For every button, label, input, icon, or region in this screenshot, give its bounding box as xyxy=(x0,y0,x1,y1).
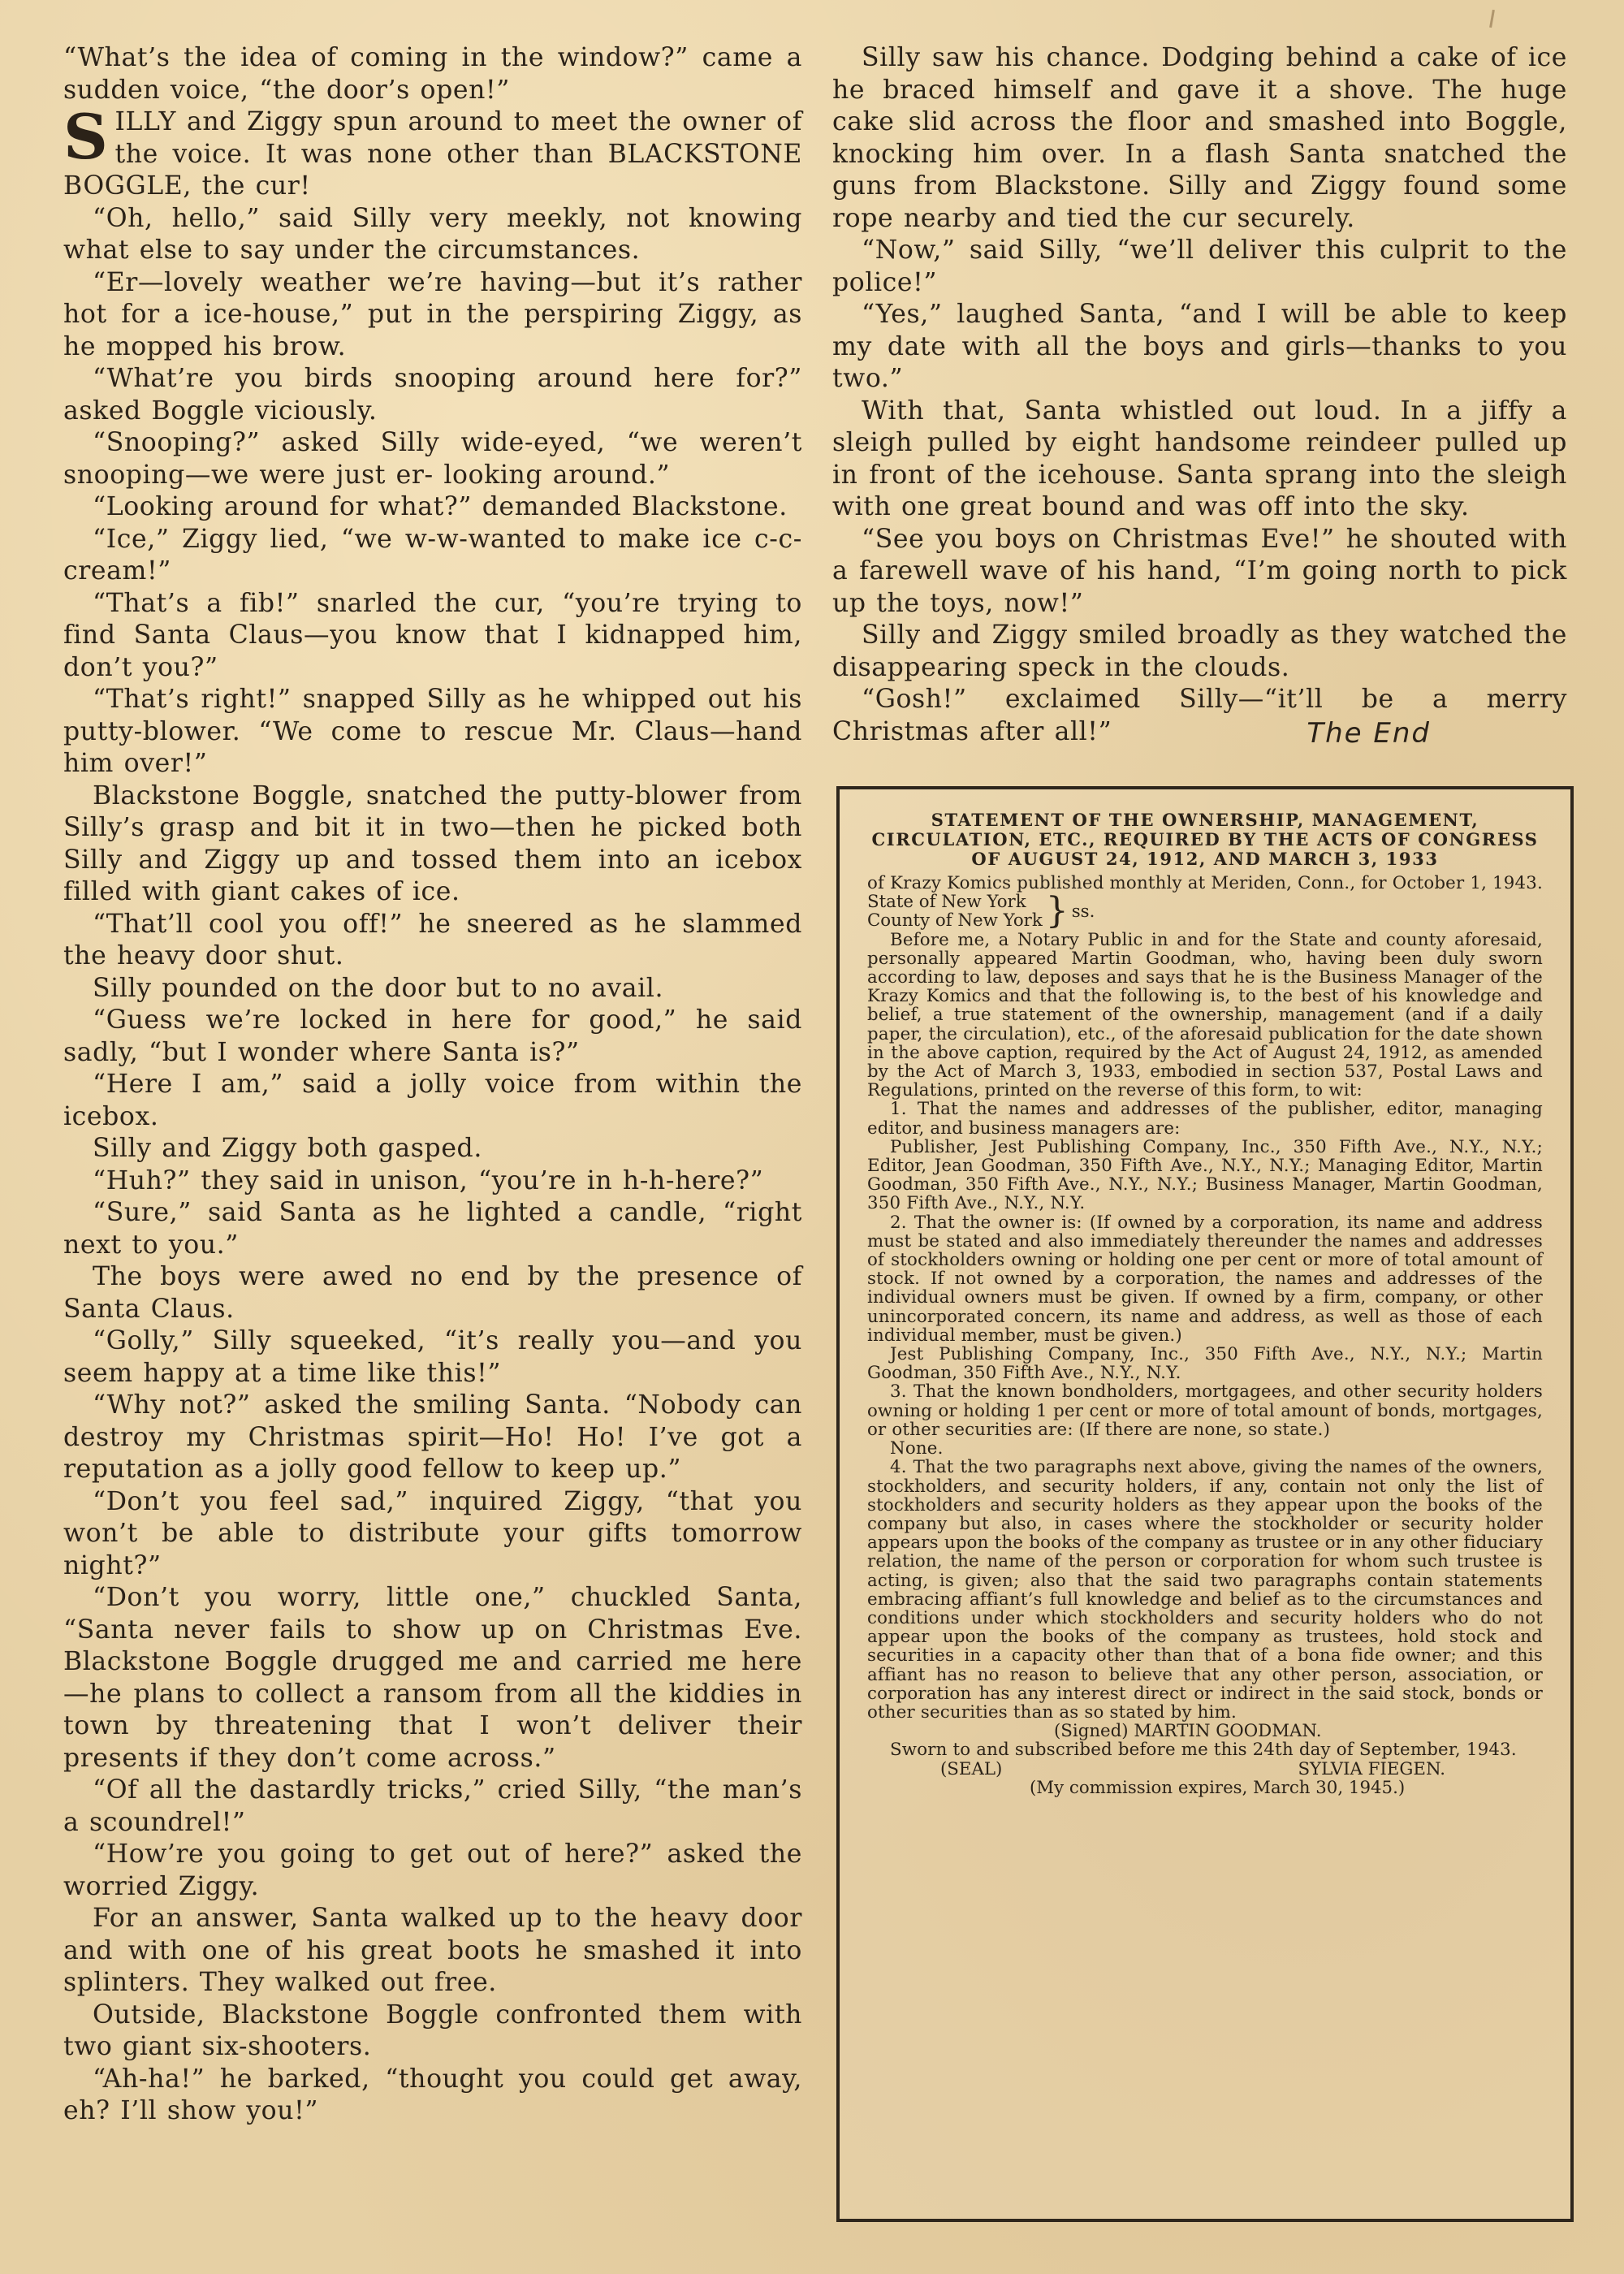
story-paragraph: “How’re you going to get out of here?” asked the worried Ziggy. xyxy=(63,1840,802,1901)
story-right-column xyxy=(832,42,1567,748)
story-paragraph: “Looking around for what?” demanded Blackstone. xyxy=(93,492,788,521)
statement-signature: (Signed) MARTIN GOODMAN. xyxy=(1054,1721,1322,1742)
statement-seal-row xyxy=(867,1760,1543,1779)
venue-brace: } xyxy=(1045,890,1069,932)
story-paragraph: “That’s a fib!” snarled the cur, “you’re trying to find Santa Claus—you know that I kidnapped him, don’t you?” xyxy=(63,588,802,682)
the-end-label: The End xyxy=(1307,717,1431,750)
story-ending xyxy=(832,684,1567,748)
venue-county: County of New York xyxy=(867,910,1043,932)
story-paragraph: For an answer, Santa walked up to the heavy door and with one of his great boots he smashed it into splinters. They walked out free. xyxy=(63,1904,802,1997)
story-paragraph: Silly and Ziggy smiled broadly as they watched the disappearing speck in the clouds. xyxy=(832,620,1567,682)
story-paragraph: “What’re you birds snooping around here for?” asked Boggle viciously. xyxy=(63,364,802,426)
story-paragraph: Blackstone Boggle, snatched the putty-blower from Silly’s grasp and bit it in two—then he picked both Silly and Ziggy up and tossed them into an icebox filled with giant cakes of ice. xyxy=(63,780,802,906)
story-paragraph: “That’ll cool you off!” he sneered as he slammed the heavy door shut. xyxy=(63,909,802,971)
story-paragraph: “Don’t you feel sad,” inquired Ziggy, “that you won’t be able to distribute your gifts tomorrow night?” xyxy=(63,1486,802,1580)
story-paragraph: “Huh?” they said in unison, “you’re in h-h-here?” xyxy=(93,1165,764,1195)
story-paragraph: “Sure,” said Santa as he lighted a candle, “right next to you.” xyxy=(63,1198,802,1260)
statement-notary-paragraph: Before me, a Notary Public in and for the State and county aforesaid, personally appeared Martin Goodman, who, having been duly sworn according to law, deposes and says that he is the Business Manager of the Krazy Komics and that the following is, to the best of his knowledge and belief, a true statement of the ownership, management (and if a daily paper, the circulation), etc., of the aforesaid publication for the date shown in the above caption, required by the Act of August 24, 1912, as amended by the Act of March 3, 1933, embodied in section 537, Postal Laws and Regulations, printed on the reverse of this form, to wit: xyxy=(867,929,1543,1101)
story-left-column xyxy=(63,42,802,2128)
story-paragraph: Outside, Blackstone Boggle confronted them with two giant six-shooters. xyxy=(63,1999,802,2061)
statement-commission: (My commission expires, March 30, 1945.) xyxy=(1030,1777,1406,1798)
story-paragraph: “Guess we’re locked in here for good,” he said sadly, “but I wonder where Santa is?” xyxy=(63,1005,802,1067)
statement-item-3: 3. That the known bondholders, mortgagees, and other security holders owning or holding 1 per cent or more of total amount of bonds, mortgages, or other securities are: (If there are none, so state.) xyxy=(867,1381,1543,1440)
story-paragraph: Silly saw his chance. Dodging behind a cake of ice he braced himself and gave it a shove. The huge cake slid across the floor and smashed into Boggle, knocking him over. In a flash Santa snatched the guns from Blackstone. Silly and Ziggy found some rope nearby and tied the cur securely. xyxy=(832,43,1567,233)
venue-state: State of New York xyxy=(867,892,1026,913)
venue-ss: ss. xyxy=(1071,901,1095,922)
statement-item-1-answer: Publisher, Jest Publishing Company, Inc., 350 Fifth Ave., N.Y., N.Y.; Editor, Jean Goodman, 350 Fifth Ave., N.Y., N.Y.; Managing Editor, Martin Goodman, 350 Fifth Ave., N.Y., N.Y.; Business Manager, Martin Goodman, 350 Fifth Ave., N.Y., N.Y. xyxy=(867,1136,1543,1214)
story-paragraph: “See you boys on Christmas Eve!” he shouted with a farewell wave of his hand, “I’m going north to pick up the toys, now!” xyxy=(832,524,1567,618)
statement-item-4: 4. That the two paragraphs next above, giving the names of the owners, stockholders, and security holders, if any, contain not only the list of stockholders and security holders as they appear upon the books of the company but also, in cases where the stockholder or security holder appears upon the books of the company as trustee or in any other fiduciary relation, the name of the person or corporation for whom such trustee is acting, is given; also that the said two paragraphs contain statements embracing affiant’s full knowledge and belief as to the circumstances and conditions under which stockholders and security holders who do not appear upon the books of the company as trustees, hold stock and securities in a capacity other than that of a bona fide owner; and this affiant has no reason to believe that any other person, association, or corporation has any interest direct or indirect in the said stock, bonds or other securities than as so stated by him. xyxy=(867,1457,1543,1723)
venue-lines xyxy=(867,893,1043,930)
statement-intro: of Krazy Komics published monthly at Meriden, Conn., for October 1, 1943. xyxy=(867,873,1543,893)
story-paragraph: “Of all the dastardly tricks,” cried Silly, “the man’s a scoundrel!” xyxy=(63,1775,802,1837)
corner-mark xyxy=(1489,10,1495,28)
statement-notary-name: SYLVIA FIEGEN. xyxy=(1298,1758,1445,1779)
statement-heading: STATEMENT OF THE OWNERSHIP, MANAGEMENT, CIRCULATION, ETC., REQUIRED BY THE ACTS OF CONGRESS OF AUGUST 24, 1912, AND MARCH 3, 1933 xyxy=(871,810,1539,869)
story-paragraph: “Golly,” Silly squeeked, “it’s really you—and you seem happy at a time like this!” xyxy=(63,1326,802,1388)
story-paragraph-final: “Gosh!” exclaimed Silly—“it’ll be a merry Christmas after all!” xyxy=(832,685,1567,746)
drop-cap: S xyxy=(63,101,109,173)
dropcap-paragraph-text: ILLY and Ziggy spun around to meet the owner of the voice. It was none other than BLACKSTONE BOGGLE, the cur! xyxy=(63,107,802,201)
story-paragraph: “Oh, hello,” said Silly very meekly, not knowing what else to say under the circumstances. xyxy=(63,203,802,265)
ownership-statement-box xyxy=(836,786,1574,2222)
story-paragraph: “Ice,” Ziggy lied, “we w-w-wanted to make ice c-c-cream!” xyxy=(63,524,802,586)
statement-item-2: 2. That the owner is: (If owned by a corporation, its name and address must be stated and also immediately thereunder the names and addresses of stockholders owning or holding one per cent or more of total amount of stock. If not owned by a corporation, the names and addresses of the individual owners must be given. If owned by a firm, company, or other unincorporated concern, its name and address, as well as those of each individual member, must be given.) xyxy=(867,1212,1543,1346)
story-paragraph: “Ah-ha!” he barked, “thought you could get away, eh? I’ll show you!” xyxy=(63,2064,802,2125)
statement-item-1: 1. That the names and addresses of the publisher, editor, managing editor, and business managers are: xyxy=(867,1099,1543,1139)
story-paragraph: “That’s right!” snapped Silly as he whipped out his putty-blower. “We come to rescue Mr. Claus—hand him over!” xyxy=(63,685,802,778)
story-paragraph: “Yes,” laughed Santa, “and I will be able to keep my date with all the boys and girls—thanks to you two.” xyxy=(832,300,1567,393)
story-paragraph: With that, Santa whistled out loud. In a jiffy a sleigh pulled by eight handsome reindeer pulled up in front of the icehouse. Santa sprang into the sleigh with one great bound and was off into the sky. xyxy=(832,396,1567,521)
story-paragraph: Silly pounded on the door but to no avail. xyxy=(93,973,664,1003)
story-paragraph-dropcap xyxy=(63,101,802,203)
story-paragraph: “Don’t you worry, little one,” chuckled Santa, “Santa never fails to show up on Christmas Eve. Blackstone Boggle drugged me and carried me here—he plans to collect a ransom from all the kiddies in town by threatening that I won’t deliver their presents if they don’t come across.” xyxy=(63,1583,802,1773)
statement-seal: (SEAL) xyxy=(940,1758,1003,1779)
statement-item-2-answer: Jest Publishing Company, Inc., 350 Fifth Ave., N.Y., N.Y.; Martin Goodman, 350 Fifth Ave., N.Y., N.Y. xyxy=(867,1344,1543,1384)
story-paragraph: Silly and Ziggy both gasped. xyxy=(93,1134,482,1163)
statement-venue xyxy=(867,890,1543,932)
statement-sworn: Sworn to and subscribed before me this 24th day of September, 1943. xyxy=(890,1740,1517,1761)
statement-item-3-answer: None. xyxy=(890,1438,944,1459)
story-paragraph: “Er—lovely weather we’re having—but it’s rather hot for a ice-house,” put in the perspiring Ziggy, as he mopped his brow. xyxy=(63,267,802,361)
story-paragraph: “Snooping?” asked Silly wide-eyed, “we weren’t snooping—we were just er- looking around.” xyxy=(63,428,802,490)
story-paragraph: The boys were awed no end by the presence of Santa Claus. xyxy=(63,1262,802,1324)
story-paragraph: “Why not?” asked the smiling Santa. “Nobody can destroy my Christmas spirit—Ho! Ho! I’ve got a reputation as a jolly good fellow to keep up.” xyxy=(63,1390,802,1484)
story-paragraph: “Now,” said Silly, “we’ll deliver this culprit to the police!” xyxy=(832,236,1567,297)
story-paragraph: “Here I am,” said a jolly voice from within the icebox. xyxy=(63,1070,802,1131)
story-paragraph: “What’s the idea of coming in the window?” came a sudden voice, “the door’s open!” xyxy=(63,43,802,105)
